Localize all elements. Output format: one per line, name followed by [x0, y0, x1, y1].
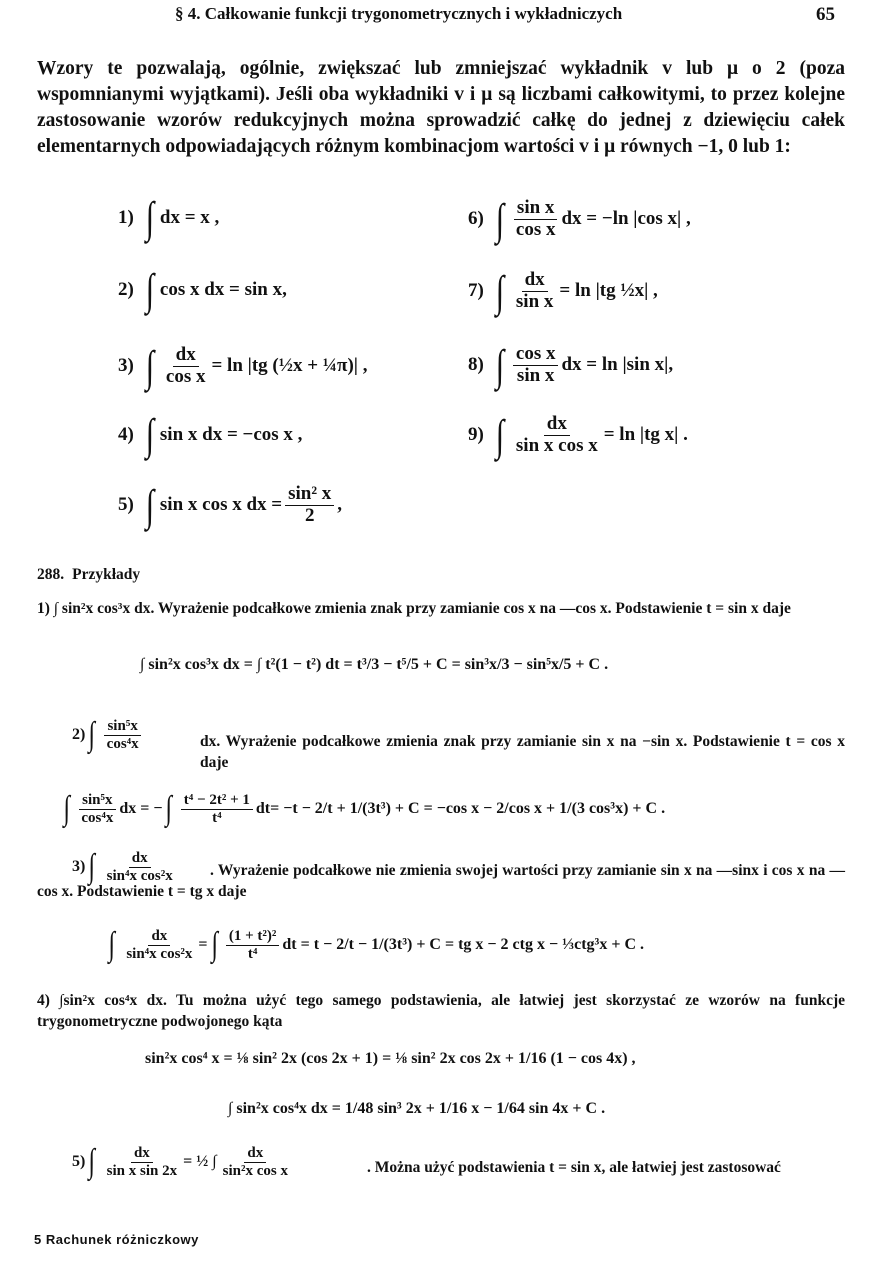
formula-body: cos x dx = sin x, [159, 278, 287, 300]
formula-body: = ln |tg (½x + ¼π)| , [211, 355, 368, 377]
formula-3 [118, 341, 368, 391]
integral-sign: ∫ [495, 266, 505, 316]
fraction [513, 414, 601, 457]
formula-body: = ln |tg x| . [603, 424, 688, 446]
formula-number: 9) [468, 424, 484, 446]
denominator: t⁴ [247, 945, 258, 962]
numerator: dx [244, 1145, 266, 1163]
integral-sign: ∫ [145, 193, 155, 242]
fraction [163, 345, 209, 388]
denominator: sin x cos x [515, 434, 598, 456]
integral-sign: ∫ [145, 341, 155, 391]
example-2-equation [60, 792, 665, 826]
formula-number: 7) [468, 280, 484, 302]
example-5-text: . Można użyć podstawienia t = sin x, ale łatwiej jest zastosować [367, 1159, 781, 1176]
denominator: 2 [304, 504, 315, 526]
denominator: cos x [515, 218, 556, 240]
example-4-equation-1: sin²x cos⁴ x = ⅛ sin² 2x (cos 2x + 1) = ⅛ sin² 2x cos 2x + 1/16 (1 − cos 4x) , [145, 1050, 636, 1067]
section-number: 288. [37, 566, 65, 583]
numerator: dx [173, 345, 199, 367]
intro-paragraph: Wzory te pozwalają, ogólnie, zwiększać lub zmniejszać wykładnik v lub μ o 2 (poza wspomnianymi wyjątkami). Jeśli oba wykładniki v i μ są liczbami całkowitymi, to przez kolejne zastosowanie wzorów redukcyjnych można sprowadzić całkę do jednej z dziewięciu całek elementarnych odpowiadających różnym kombinacjom wartości v i μ równych −1, 0 lub 1: [37, 58, 845, 157]
formula-8 [468, 340, 674, 390]
formula-1 [118, 193, 220, 242]
formula-number: 6) [468, 208, 484, 230]
denominator: sin⁴x cos²x [106, 867, 173, 884]
integral-sign: ∫ [165, 790, 173, 828]
formula-body: = ln |tg ½x| , [559, 280, 658, 302]
formula-body: dx = x , [159, 206, 220, 228]
numerator: dx [129, 850, 151, 868]
example-number: 2) [72, 726, 86, 743]
formula-number: 4) [118, 423, 134, 445]
numerator: dx [544, 414, 570, 436]
example-1-text: 1) ∫ sin²x cos³x dx. Wyrażenie podcałkowe zmienia znak przy zamianie cos x na —cos x. Podstawienie t = sin x daje [37, 600, 791, 617]
dt-label: dt [255, 800, 271, 817]
chapter-title: § 4. Całkowanie funkcji trygonometrycznych i wykładniczych [175, 4, 623, 23]
integral-sign: ∫ [495, 410, 505, 460]
integral-sign: ∫ [108, 926, 115, 964]
denominator: cos x [165, 365, 206, 387]
integral-sign: ∫ [88, 848, 96, 886]
denominator: sin x sin 2x [106, 1162, 178, 1179]
footer-signature: 5 Rachunek różniczkowy [34, 1232, 199, 1247]
example-3-result: dt = t − 2/t − 1/(3t³) + C = tg x − 2 ctg x − ⅓ctg³x + C . [282, 936, 644, 953]
formula-4 [118, 410, 303, 459]
example-4-text: 4) ∫sin²x cos⁴x dx. Tu można użyć tego samego podstawienia, ale łatwiej jest skorzystać ze wzorów na funkcje trygonometryczne podwojonego kąta [37, 992, 845, 1030]
equals: = [198, 936, 208, 953]
formula-number: 3) [118, 355, 134, 377]
numerator: cos x [513, 344, 559, 366]
denominator: t⁴ [212, 809, 222, 826]
example-number: 5) [72, 1153, 86, 1170]
example-4-equation-2: ∫ sin²x cos⁴x dx = 1/48 sin³ 2x + 1/16 x − 1/64 sin 4x + C . [228, 1100, 606, 1117]
integral-sign: ∫ [63, 790, 70, 828]
formula-body: dx = ln |sin x|, [561, 354, 674, 376]
example-2-text: dx. Wyrażenie podcałkowe zmienia znak przy zamianie sin x na −sin x. Podstawienie t = cos x daje [200, 733, 845, 771]
example-2-result: = −t − 2/t + 1/(3t³) + C = −cos x − 2/cos x + 1/(3 cos³x) + C . [270, 800, 666, 817]
section-title: Przykłady [72, 566, 141, 583]
denominator: cos⁴x [106, 735, 139, 752]
fraction [104, 718, 142, 752]
integral-sign: ∫ [210, 926, 218, 964]
denominator: sin x [516, 364, 555, 386]
fraction [513, 344, 559, 387]
example-3-text: . Wyrażenie podcałkowe nie zmienia swojej wartości przy zamianie sin x na —sinx i cos x na —cos x. Podstawienie t = tg x daje [37, 862, 845, 900]
numerator: t⁴ − 2t² + 1 [181, 792, 253, 810]
equals-half: = ½ ∫ [183, 1153, 217, 1170]
formula-9 [468, 410, 688, 460]
integral-sign: ∫ [145, 410, 155, 459]
example-number: 3) [72, 858, 86, 875]
example-3-equation [105, 928, 644, 962]
formula-5 [118, 480, 343, 530]
denominator: sin⁴x cos²x [126, 945, 193, 962]
formula-tail: , [337, 494, 343, 516]
denominator: cos⁴x [81, 809, 114, 826]
formula-number: 5) [118, 494, 134, 516]
example-2-text-1 [200, 731, 845, 773]
fraction [226, 928, 280, 962]
denominator: sin²x cos x [222, 1162, 288, 1179]
numerator: sin⁵x [104, 718, 140, 736]
formula-6 [468, 194, 691, 244]
integral-sign: ∫ [88, 716, 96, 754]
formula-number: 1) [118, 206, 134, 228]
numerator: sin x [514, 198, 558, 220]
fraction [513, 198, 559, 241]
numerator: dx [131, 1145, 153, 1163]
page-number: 65 [816, 4, 835, 25]
formula-2 [118, 265, 287, 314]
fraction [513, 270, 557, 313]
example-1-equation: ∫ sin²x cos³x dx = ∫ t²(1 − t²) dt = t³/3 − t⁵/5 + C = sin³x/3 − sin⁵x/5 + C . [140, 656, 609, 673]
formula-number: 8) [468, 354, 484, 376]
fraction [285, 484, 334, 527]
numerator: sin² x [285, 484, 334, 506]
numerator: dx [522, 270, 548, 292]
fraction [123, 928, 195, 962]
equals-minus: dx = − [119, 800, 163, 817]
fraction [181, 792, 253, 826]
numerator: dx [148, 928, 170, 946]
section-heading [37, 566, 140, 584]
example-2-integral [72, 718, 145, 752]
denominator: sin x [515, 290, 554, 312]
integral-sign: ∫ [495, 340, 505, 390]
formula-body: sin x dx = −cos x , [159, 423, 303, 445]
running-header [0, 4, 893, 28]
formula-body: dx = −ln |cos x| , [561, 208, 691, 230]
integral-sign: ∫ [495, 194, 505, 244]
numerator: sin⁵x [79, 792, 115, 810]
formula-number: 2) [118, 278, 134, 300]
formula-7 [468, 266, 658, 316]
integral-sign: ∫ [88, 1143, 96, 1181]
integral-sign: ∫ [145, 265, 155, 314]
formula-body: sin x cos x dx = [159, 494, 283, 516]
integral-sign: ∫ [145, 480, 155, 530]
fraction [78, 792, 116, 826]
numerator: (1 + t²)² [226, 928, 280, 946]
